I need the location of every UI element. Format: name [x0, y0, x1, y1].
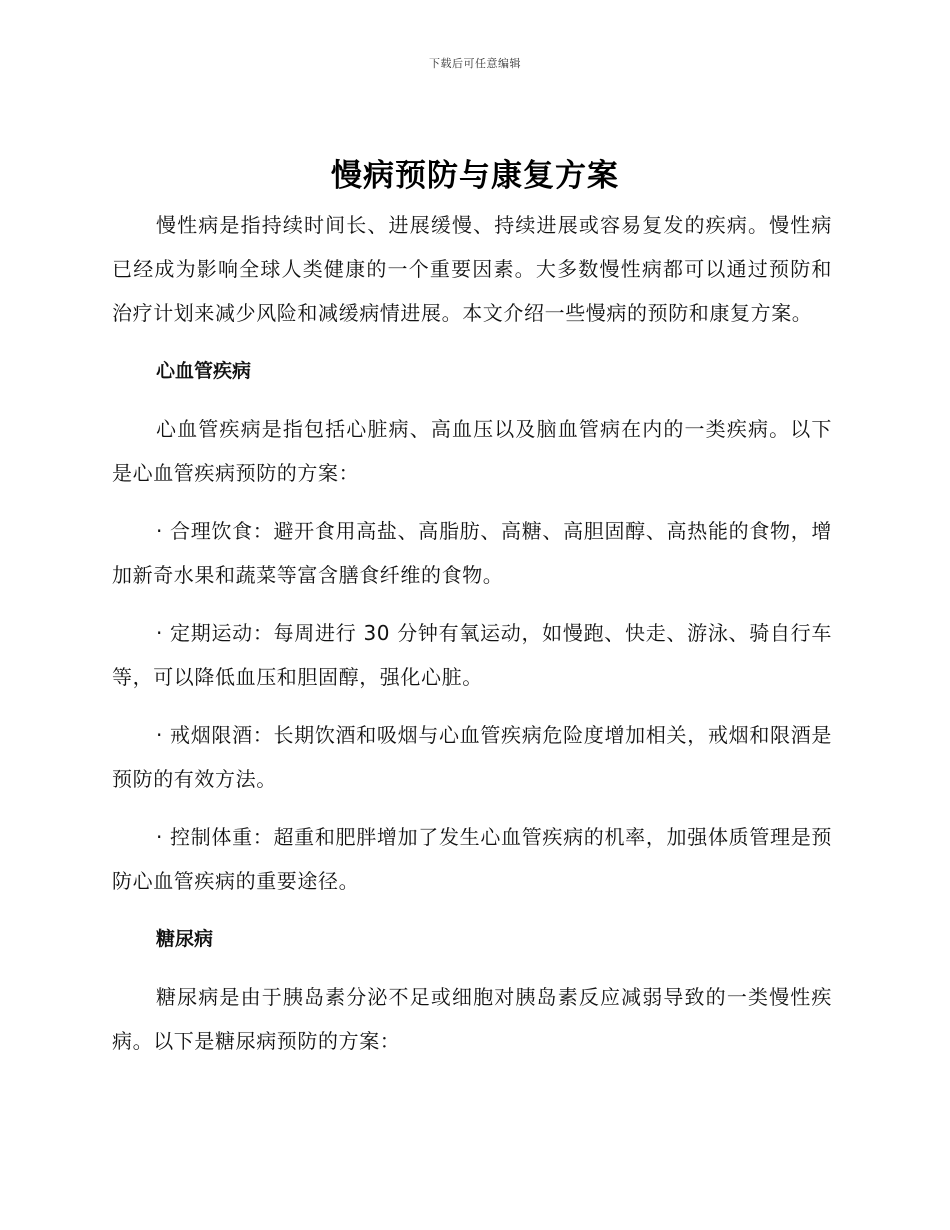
- document-body: [112, 203, 832, 1063]
- section-heading-diabetes: 糖尿病: [156, 928, 214, 950]
- document-title: 慢病预防与康复方案: [331, 158, 619, 194]
- diabetes-lead-paragraph: 糖尿病是由于胰岛素分泌不足或细胞对胰岛素反应减弱导致的一类慢性疾病。以下是糖尿病预防的方案：: [112, 985, 832, 1053]
- bullet-weight: · 控制体重：超重和肥胖增加了发生心血管疾病的机率，加强体质管理是预防心血管疾病的重要途径。: [112, 825, 832, 893]
- spacer: [112, 699, 832, 713]
- cardiovascular-lead-paragraph: 心血管疾病是指包括心脏病、高血压以及脑血管病在内的一类疾病。以下是心血管疾病预防的方案：: [112, 417, 832, 485]
- spacer: [112, 495, 832, 509]
- spacer: [112, 597, 832, 611]
- section-heading-cardiovascular: 心血管疾病: [156, 360, 252, 382]
- bullet-exercise: · 定期运动：每周进行 30 分钟有氧运动，如慢跑、快走、游泳、骑自行车等，可以降低血压和胆固醇，强化心脏。: [112, 621, 832, 689]
- bullet-smoking-alcohol: · 戒烟限酒：长期饮酒和吸烟与心血管疾病危险度增加相关，戒烟和限酒是预防的有效方法。: [112, 723, 832, 791]
- spacer: [112, 801, 832, 815]
- bullet-diet: · 合理饮食：避开食用高盐、高脂肪、高糖、高胆固醇、高热能的食物，增加新奇水果和蔬菜等富含膳食纤维的食物。: [112, 519, 832, 587]
- header-note: 下载后可任意编辑: [429, 57, 521, 70]
- intro-paragraph: 慢性病是指持续时间长、进展缓慢、持续进展或容易复发的疾病。慢性病已经成为影响全球人类健康的一个重要因素。大多数慢性病都可以通过预防和治疗计划来减少风险和减缓病情进展。本文介绍一些慢病的预防和康复方案。: [112, 213, 832, 325]
